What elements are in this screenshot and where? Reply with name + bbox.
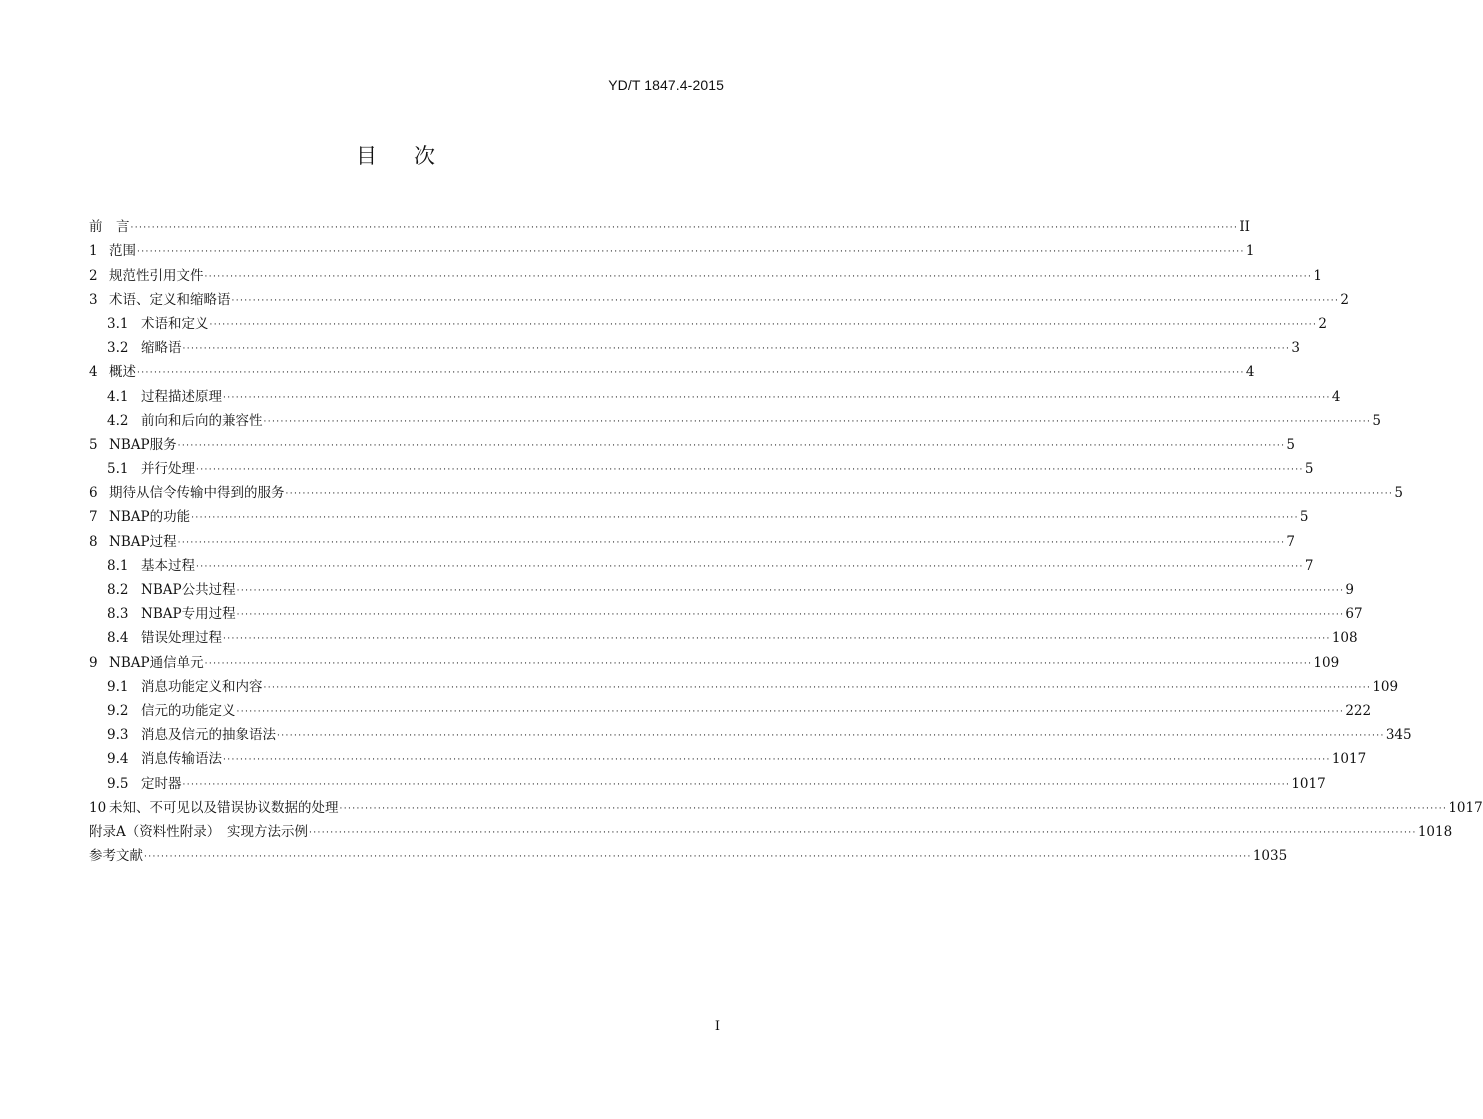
toc-entry-page: 5 <box>1394 485 1403 502</box>
toc-entry[interactable] <box>89 211 1250 236</box>
toc-dot-leader: ···································································································································································································································································· <box>177 537 1286 548</box>
toc-entry[interactable] <box>89 525 1295 550</box>
document-code: YD/T 1847.4-2015 <box>608 77 724 93</box>
toc-entry[interactable] <box>89 259 1322 284</box>
toc-entry-page: 1017 <box>1448 799 1483 816</box>
toc-entry-number: 10 <box>89 799 107 816</box>
toc-entry-page: 345 <box>1385 727 1412 744</box>
toc-entry-number: 2 <box>89 267 98 284</box>
toc-dot-leader: ···································································································································································································································································· <box>182 344 1291 355</box>
page-title-char: 目 <box>356 144 378 168</box>
toc-entry-label: NBAP通信单元 <box>109 654 204 671</box>
toc-dot-leader: ···································································································································································································································································· <box>182 779 1291 790</box>
toc-entry-label: 规范性引用文件 <box>109 267 204 284</box>
toc-entry-page: 109 <box>1372 678 1399 695</box>
toc-dot-leader: ···································································································································································································································································· <box>204 658 1313 669</box>
toc-dot-leader: ···································································································································································································································································· <box>285 489 1394 500</box>
toc-entry-page: 5 <box>1299 509 1309 526</box>
toc-entry[interactable] <box>89 356 1255 381</box>
toc-entry-page: 1018 <box>1417 823 1453 840</box>
toc-dot-leader: ···································································································································································································································································· <box>196 465 1304 476</box>
toc-entry-number: 7 <box>89 509 98 526</box>
toc-entry-number: 9.2 <box>107 702 129 719</box>
toc-entry[interactable] <box>89 671 1399 695</box>
toc-entry-page: 2 <box>1318 315 1327 332</box>
toc-dot-leader: ···································································································································································································································································· <box>144 852 1252 863</box>
toc-entry-number: 9 <box>89 654 98 671</box>
toc-entry-page: II <box>1239 219 1250 236</box>
toc-entry[interactable] <box>89 501 1309 526</box>
toc-entry[interactable] <box>89 308 1327 332</box>
toc-entry-number: 4.2 <box>107 412 129 429</box>
toc-entry-label: 定时器 <box>141 775 182 792</box>
toc-entry-page: 2 <box>1340 291 1349 308</box>
toc-entry[interactable] <box>89 695 1372 719</box>
toc-entry-page: 1 <box>1313 267 1322 284</box>
toc-entry-page: 1017 <box>1331 751 1367 768</box>
toc-entry[interactable] <box>89 792 1483 816</box>
toc-entry-label: 术语、定义和缩略语 <box>109 291 231 308</box>
toc-dot-leader: ···································································································································································································································································· <box>137 368 1245 379</box>
toc-entry-label: NBAP的功能 <box>109 509 191 526</box>
toc-dot-leader: ···································································································································································································································································· <box>231 295 1340 306</box>
toc-entry-page: 3 <box>1291 340 1300 357</box>
toc-entry-label: NBAP公共过程 <box>141 582 236 598</box>
toc-entry-number: 8.2 <box>107 582 129 598</box>
toc-entry-number: 6 <box>89 485 98 502</box>
toc-entry-number: 9.5 <box>107 775 129 792</box>
toc-entry-number: 4.1 <box>107 388 129 405</box>
toc-entry-label: 基本过程 <box>141 557 195 574</box>
toc-entry-number: 1 <box>89 243 98 260</box>
toc-entry-page: 9 <box>1345 582 1354 598</box>
toc-entry-page: 108 <box>1331 630 1358 647</box>
toc-entry-label: 缩略语 <box>141 340 182 357</box>
toc-entry-page: 1035 <box>1252 848 1288 865</box>
toc-entry[interactable] <box>89 574 1354 598</box>
toc-dot-leader: ···································································································································································································································································· <box>209 319 1318 330</box>
table-of-contents <box>89 211 1483 865</box>
toc-entry-label: 错误处理过程 <box>141 630 222 647</box>
toc-entry-number: 5.1 <box>107 461 129 478</box>
toc-entry[interactable] <box>89 284 1349 308</box>
toc-dot-leader: ···································································································································································································································································· <box>137 247 1245 258</box>
toc-dot-leader: ···································································································································································································································································· <box>223 634 1331 645</box>
toc-entry-label: 过程描述原理 <box>141 388 222 405</box>
toc-entry-number: 8.4 <box>107 630 129 647</box>
toc-entry-label: 前向和后向的兼容性 <box>141 412 263 429</box>
toc-entry[interactable] <box>89 380 1341 405</box>
toc-dot-leader: ···································································································································································································································································· <box>177 440 1286 451</box>
toc-entry[interactable] <box>89 767 1326 792</box>
page-title <box>0 140 792 170</box>
toc-entry-number: 5 <box>89 436 98 453</box>
toc-entry-page: 5 <box>1286 436 1295 453</box>
toc-entry-page: 67 <box>1345 606 1363 623</box>
toc-entry-label: 术语和定义 <box>141 315 209 332</box>
toc-entry-number: 3 <box>89 291 98 308</box>
toc-dot-leader: ···································································································································································································································································· <box>339 803 1448 814</box>
toc-entry[interactable] <box>89 235 1255 260</box>
toc-dot-leader: ···································································································································································································································································· <box>263 682 1372 693</box>
toc-entry-page: 4 <box>1331 388 1341 405</box>
toc-entry[interactable] <box>89 550 1314 574</box>
toc-dot-leader: ···································································································································································································································································· <box>309 827 1417 838</box>
toc-dot-leader: ···································································································································································································································································· <box>191 513 1299 524</box>
toc-dot-leader: ···································································································································································································································································· <box>223 392 1331 403</box>
toc-entry-label: 消息传输语法 <box>141 751 222 768</box>
toc-entry-page: 109 <box>1313 654 1340 671</box>
toc-entry-label: 并行处理 <box>141 461 195 478</box>
toc-entry-number: 9.3 <box>107 727 129 744</box>
toc-entry[interactable] <box>89 477 1403 502</box>
toc-entry-page: 7 <box>1304 557 1314 574</box>
toc-entry-number: 3.1 <box>107 315 129 332</box>
toc-entry-number: 8 <box>89 533 98 550</box>
toc-entry[interactable] <box>89 646 1340 671</box>
toc-entry-page: 5 <box>1372 412 1381 429</box>
toc-entry-number: 9.4 <box>107 751 129 768</box>
toc-entry[interactable] <box>89 622 1358 647</box>
page-title-char: 次 <box>414 144 436 168</box>
toc-entry-label: NBAP服务 <box>109 436 177 453</box>
toc-entry-number: 8.1 <box>107 557 129 574</box>
toc-entry-number: 9.1 <box>107 678 129 695</box>
toc-entry-page: 1017 <box>1291 775 1326 792</box>
toc-entry-label: 参考文献 <box>89 848 143 865</box>
toc-entry-page: 5 <box>1304 461 1314 478</box>
toc-entry-number: 8.3 <box>107 606 129 623</box>
toc-dot-leader: ···································································································································································································································································· <box>236 586 1345 596</box>
toc-entry[interactable] <box>89 405 1381 429</box>
toc-entry[interactable] <box>89 840 1288 865</box>
toc-dot-leader: ···································································································································································································································································· <box>263 416 1372 427</box>
toc-dot-leader: ···································································································································································································································································· <box>277 731 1385 742</box>
toc-dot-leader: ···································································································································································································································································· <box>223 755 1331 766</box>
toc-entry-label: 概述 <box>109 364 136 381</box>
toc-entry-label: 信元的功能定义 <box>141 702 236 719</box>
toc-entry-label: NBAP专用过程 <box>141 606 236 623</box>
toc-entry-number: 3.2 <box>107 340 129 357</box>
page-number: I <box>714 1019 720 1034</box>
toc-entry-number: 4 <box>89 364 98 381</box>
toc-entry-label: 附录A（资料性附录） 实现方法示例 <box>89 823 308 840</box>
toc-entry[interactable] <box>89 453 1314 478</box>
toc-entry-page: 1 <box>1245 243 1255 260</box>
toc-dot-leader: ···································································································································································································································································· <box>236 706 1345 717</box>
toc-entry-label: 消息及信元的抽象语法 <box>141 727 276 744</box>
toc-entry[interactable] <box>89 719 1412 744</box>
toc-dot-leader: ···································································································································································································································································· <box>196 561 1304 572</box>
toc-entry-label: 范围 <box>109 243 136 260</box>
toc-entry[interactable] <box>89 598 1363 623</box>
toc-dot-leader: ···································································································································································································································································· <box>236 610 1345 621</box>
toc-entry[interactable] <box>89 332 1300 357</box>
toc-entry[interactable] <box>89 429 1295 453</box>
toc-entry-label: 未知、不可见以及错误协议数据的处理 <box>109 799 339 816</box>
toc-entry[interactable] <box>89 816 1453 840</box>
toc-entry-label: 期待从信令传输中得到的服务 <box>109 485 285 502</box>
toc-entry-label: 前 言 <box>89 219 130 236</box>
toc-entry-page: 7 <box>1286 533 1295 550</box>
toc-entry-page: 4 <box>1245 364 1255 381</box>
toc-dot-leader: ···································································································································································································································································· <box>204 271 1313 282</box>
toc-entry[interactable] <box>89 743 1367 768</box>
toc-entry-page: 222 <box>1345 702 1372 719</box>
toc-entry-label: NBAP过程 <box>109 533 177 550</box>
toc-dot-leader: ···································································································································································································································································· <box>130 223 1239 234</box>
toc-entry-label: 消息功能定义和内容 <box>141 678 263 695</box>
